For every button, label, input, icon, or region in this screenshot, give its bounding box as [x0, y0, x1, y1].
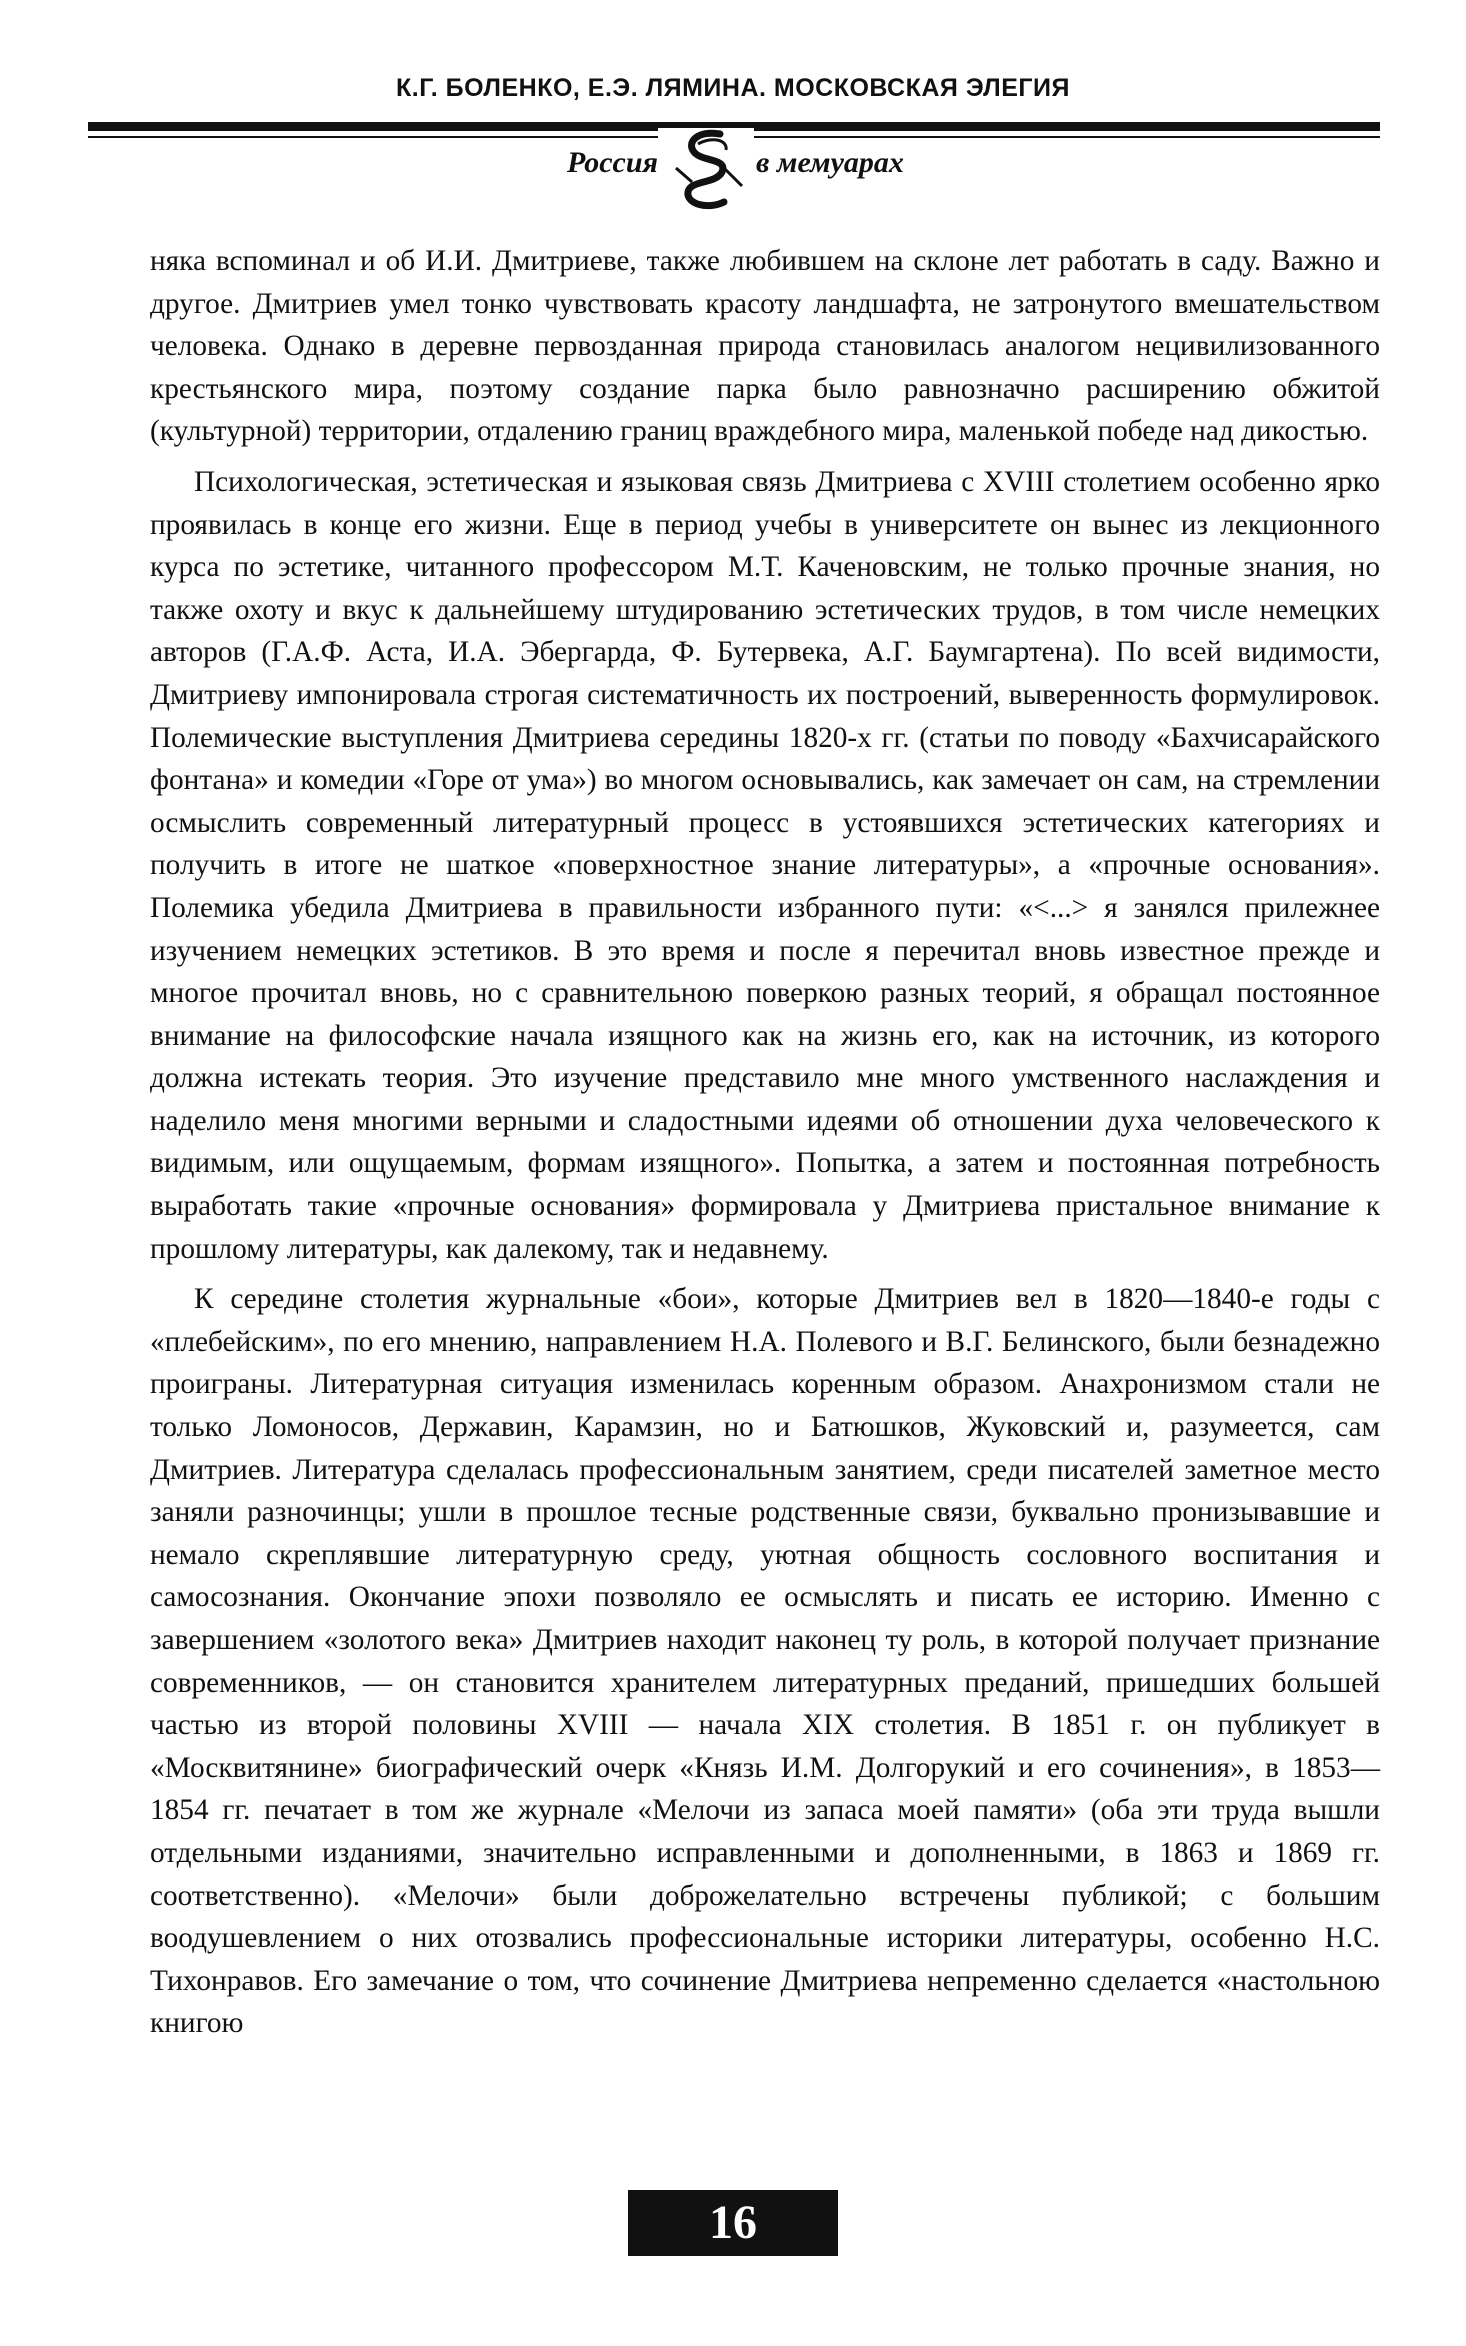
body-text [150, 240, 1380, 2045]
series-title-right: в мемуарах [750, 146, 910, 180]
series-title-left: Россия [561, 146, 664, 180]
page-number: 16 [628, 2190, 838, 2256]
series-emblem-icon [658, 128, 754, 214]
paragraph-2: Психологическая, эстетическая и языковая связь Дмитриева с XVIII столетием особенно ярко проявилась в конце его жизни. Еще в период учебы в университете он вынес из лекционного курса по эстетике, читанного профессором М.Т. Каченовским, не только прочные знания, но также охоту и вкус к дальнейшему штудированию эстетических трудов, в том числе немецких авторов (Г.А.Ф. Аста, И.А. Эбергарда, Ф. Бутервека, А.Г. Баумгартена). По всей видимости, Дмитриеву импонировала строгая систематичность их построений, выверенность формулировок. Полемические выступления Дмитриева середины 1820-х гг. (статьи по поводу «Бахчисарайского фонтана» и комедии «Горе от ума») во многом основывались, как замечает он сам, на стремлении осмыслить современный литературный процесс в устоявшихся эстетических категориях и получить в итоге не шаткое «поверхностное знание литературы», а «прочные основания». Полемика убедила Дмитриева в правильности избранного пути: «<...> я занялся прилежнее изучением немецких эстетиков. В это время и после я перечитал вновь известное прежде и многое прочитал вновь, но с сравнительною поверкою разных теорий, я обращал постоянное внимание на философские начала изящного как на жизнь его, как на источник, из которого должна истекать теория. Это изучение представило мне много умственного наслаждения и наделило меня многими верными и сладостными идеями об отношении духа человеческого к видимым, или ощущаемым, формам изящного». Попытка, а затем и постоянная потребность выработать такие «прочные основания» формировала у Дмитриева пристальное внимание к прошлому литературы, как далекому, так и недавнему. [150, 465, 1380, 1265]
paragraph-3: К середине столетия журнальные «бои», которые Дмитриев вел в 1820—1840-е годы с «плебейским», по его мнению, направлением Н.А. Полевого и В.Г. Белинского, были безнадежно проиграны. Литературная ситуация изменилась коренным образом. Анахронизмом стали не только Ломоносов, Державин, Карамзин, но и Батюшков, Жуковский и, разумеется, сам Дмитриев. Литература сделалась профессиональным занятием, среди писателей заметное место заняли разночинцы; ушли в прошлое тесные родственные связи, буквально пронизывавшие и немало скреплявшие литературную среду, уютная общность сословного воспитания и самосознания. Окончание эпохи позволяло ее осмыслять и писать ее историю. Именно с завершением «золотого века» Дмитриев находит наконец ту роль, в которой получает признание современников, — он становится хранителем литературных преданий, пришедших большей частью из второй половины XVIII — начала XIX столетия. В 1851 г. он публикует в «Москвитянине» биографический очерк «Князь И.М. Долгорукий и его сочинения», в 1853—1854 гг. печатает в том же журнале «Мелочи из запаса моей памяти» (оба эти труда вышли отдельными изданиями, значительно исправленными и дополненными, в 1863 и 1869 гг. соответственно). «Мелочи» были доброжелательно встречены публикой; с большим воодушевлением о них отозвались профессиональные историки литературы, особенно Н.С. Тихонравов. Его замечание о том, что сочинение Дмитриева непременно сделается «настольною книгою [150, 1283, 1380, 2040]
series-banner [0, 128, 1466, 218]
running-title: К.Г. БОЛЕНКО, Е.Э. ЛЯМИНА. МОСКОВСКАЯ ЭЛЕГИЯ [396, 74, 1070, 102]
paragraph-1: няка вспоминал и об И.И. Дмитриеве, также любившем на склоне лет работать в саду. Важно и другое. Дмитриев умел тонко чувствовать красоту ландшафта, не затронутого вмешательством человека. Однако в деревне первозданная природа становилась аналогом нецивилизованного крестьянского мира, поэтому создание парка было равнозначно расширению обжитой (культурной) территории, отдалению границ враждебного мира, маленькой победе над дикостью. [150, 245, 1380, 448]
